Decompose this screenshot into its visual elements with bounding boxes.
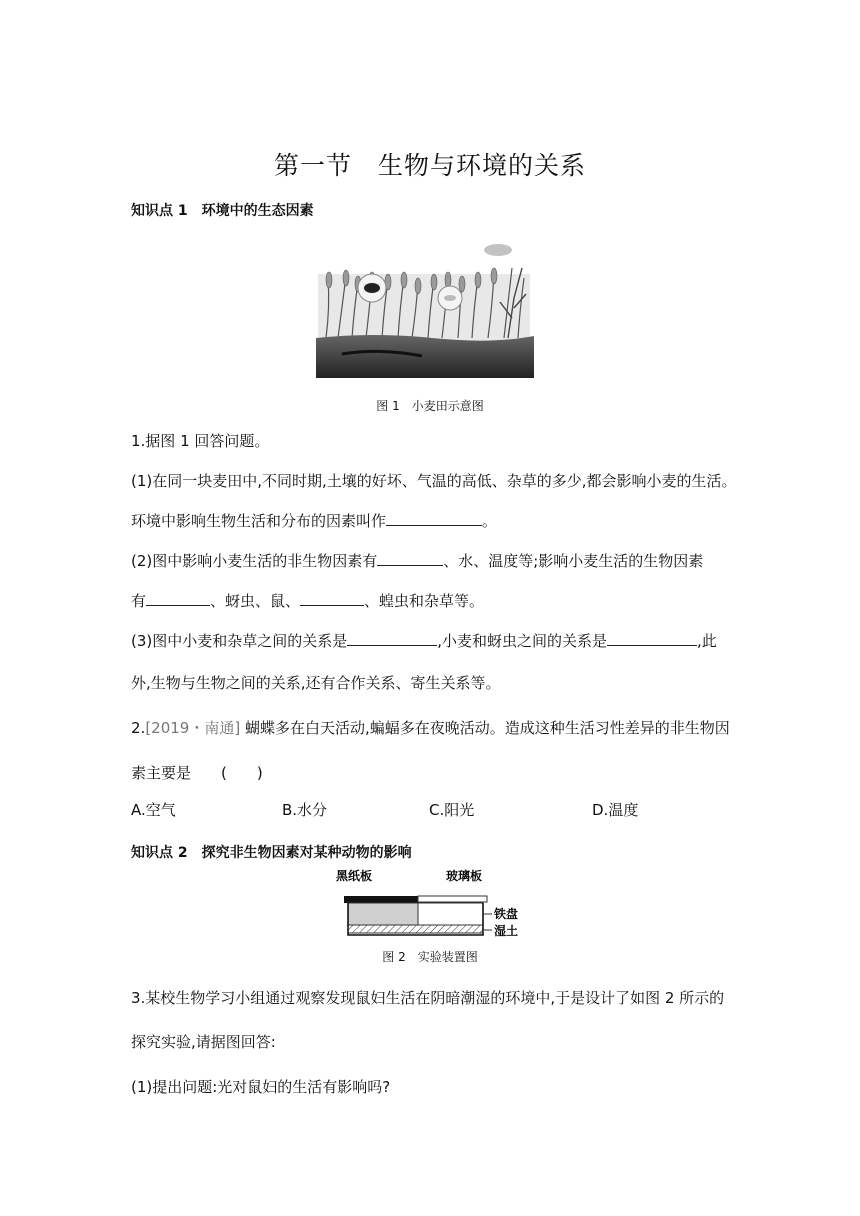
experiment-apparatus-diagram xyxy=(334,866,534,940)
question-1-part-3-line-1 xyxy=(131,630,717,651)
figure-1-caption: 图 1 小麦田示意图 xyxy=(376,399,484,413)
question-1-stem: 1.据图 1 回答问题。 xyxy=(131,432,270,450)
question-1-part-1-line-1: (1)在同一块麦田中,不同时期,土壤的好坏、气温的高低、杂草的多少,都会影响小麦的生活。 xyxy=(131,472,737,490)
figure-2-caption: 图 2 实验装置图 xyxy=(382,950,478,964)
label-iron-tray: 铁盘 xyxy=(494,907,519,921)
question-2-line-1 xyxy=(131,717,730,738)
knowledge-point-1-heading: 知识点 1 环境中的生态因素 xyxy=(131,203,314,219)
text-segment: 。 xyxy=(482,512,498,530)
text-segment: 环境中影响生物生活和分布的因素叫作 xyxy=(131,512,387,530)
question-number: 2. xyxy=(131,719,146,737)
wheat-field-illustration xyxy=(312,238,538,380)
question-3-line-2: 探究实验,请据图回答: xyxy=(131,1033,276,1051)
label-glass-plate: 玻璃板 xyxy=(446,869,483,883)
question-1-part-2-line-2 xyxy=(131,590,484,611)
question-1-part-1-line-2 xyxy=(131,510,497,531)
option-c[interactable]: C.阳光 xyxy=(429,801,475,819)
wet-soil-layer xyxy=(348,925,483,933)
text-segment: 、蝗虫和杂草等。 xyxy=(364,592,485,610)
text-segment: (2)图中影响小麦生活的非生物因素有 xyxy=(131,552,378,570)
question-1-part-2-line-1 xyxy=(131,550,703,571)
glass-plate xyxy=(418,896,487,902)
option-a[interactable]: A.空气 xyxy=(131,801,176,819)
question-source: [2019・南通] xyxy=(145,719,241,737)
text-segment: ,小麦和蚜虫之间的关系是 xyxy=(437,632,608,650)
text-segment: 、蚜虫、鼠、 xyxy=(210,592,301,610)
option-d[interactable]: D.温度 xyxy=(592,801,639,819)
label-black-paper: 黑纸板 xyxy=(336,869,373,883)
question-2-line-2: 素主要是 ( ) xyxy=(131,764,263,782)
text-segment: 、水、温度等;影响小麦生活的生物因素 xyxy=(443,552,704,570)
black-paper-board xyxy=(344,896,418,903)
text-segment: ,此 xyxy=(697,632,717,650)
page-title: 第一节 生物与环境的关系 xyxy=(273,151,586,180)
question-3-part-1: (1)提出问题:光对鼠妇的生活有影响吗? xyxy=(131,1078,391,1096)
answer-blank[interactable] xyxy=(300,591,364,606)
knowledge-point-2-heading: 知识点 2 探究非生物因素对某种动物的影响 xyxy=(131,845,412,861)
text-segment: 有 xyxy=(131,592,147,610)
text-segment: (3)图中小麦和杂草之间的关系是 xyxy=(131,632,348,650)
text-segment: 蝴蝶多在白天活动,蝙蝠多在夜晚活动。造成这种生活习性差异的非生物因 xyxy=(244,719,730,737)
question-3-line-1: 3.某校生物学习小组通过观察发现鼠妇生活在阴暗潮湿的环境中,于是设计了如图 2 所示的 xyxy=(131,989,725,1007)
question-1-part-3-line-2: 外,生物与生物之间的关系,还有合作关系、寄生关系等。 xyxy=(131,674,501,692)
answer-blank[interactable] xyxy=(347,631,437,646)
label-wet-soil: 湿土 xyxy=(494,924,519,938)
answer-blank[interactable] xyxy=(146,591,210,606)
option-b[interactable]: B.水分 xyxy=(282,801,328,819)
answer-blank[interactable] xyxy=(607,631,697,646)
answer-blank[interactable] xyxy=(386,511,482,526)
answer-blank[interactable] xyxy=(377,551,443,566)
